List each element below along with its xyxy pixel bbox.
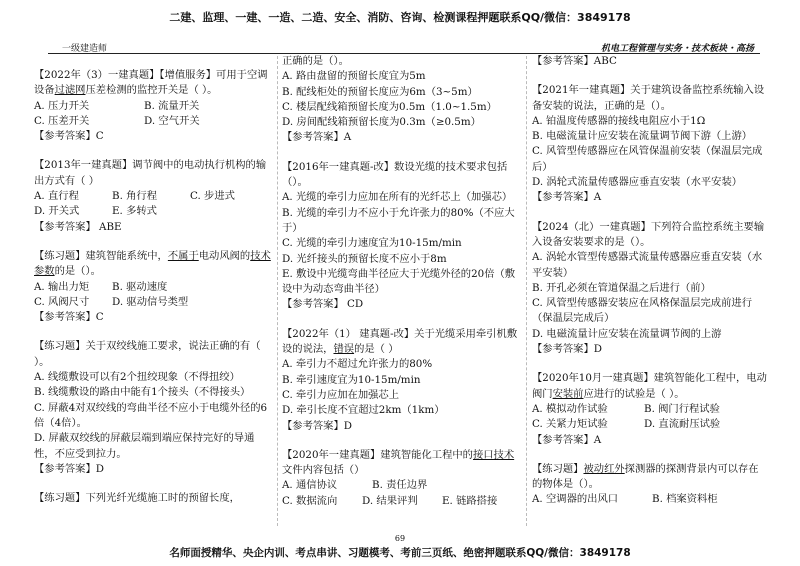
option: A. 路由盘留的预留长度宜为5m: [282, 70, 426, 83]
option: D. 光纤接头的预留长度不应小于8m: [282, 252, 447, 265]
option-row: A. 直行程 B. 角行程 C. 步进式: [34, 190, 235, 203]
option-row: D. 开关式 E. 多转式: [34, 205, 157, 218]
option: A. 光缆的牵引力应加在所有的光纤芯上（加强芯）: [282, 191, 513, 204]
option: D. 房间配线箱预留长度为0.3m（≥0.5m）: [282, 116, 481, 129]
option: A. 铂温度传感器的接线电阻应小于1Ω: [532, 114, 706, 127]
option-row: A. 输出力矩 B. 驱动速度: [34, 280, 168, 293]
option: C. 楼层配线箱预留长度为0.5m（1.0~1.5m）: [282, 100, 497, 113]
question: 【练习题】被动红外探测器的探测背景内可以存在的物体是（）。: [532, 462, 759, 491]
option: D. 牵引长度不宜超过2km（1km）: [282, 404, 445, 417]
option: C. 屏蔽4对双绞线的弯曲半径不应小于电缆外径的6倍（4倍）。: [34, 401, 268, 429]
option-row: C. 关紧力矩试验 D. 直流耐压试验: [532, 418, 721, 431]
option: B. 牵引速度宜为10-15m/min: [282, 373, 421, 386]
question-tail: 正确的是（）。: [282, 55, 349, 67]
page-header: [48, 41, 760, 54]
option-row: A. 模拟动作试验 B. 阀门行程试验: [532, 402, 720, 415]
option: A. 牵引力不超过允许张力的80%: [282, 358, 433, 371]
option-row: C. 风阀尺寸 D. 驱动信号类型: [34, 295, 189, 308]
option: B. 开孔必须在管道保温之后进行（前）: [532, 281, 711, 294]
option: C. 牵引力应加在加强芯上: [282, 388, 400, 401]
option-row: A. 空调器的出风口 B. 档案资料柜: [532, 493, 718, 506]
question: 【2020年一建真题】建筑智能化工程中的接口技术文件内容包括（）: [282, 448, 515, 477]
column-divider: [526, 56, 527, 526]
answer: 【参考答案】 ABE: [34, 220, 122, 233]
answer: 【参考答案】A: [532, 433, 602, 446]
answer: 【参考答案】A: [282, 131, 352, 144]
column-1: [34, 54, 274, 506]
option: B. 光缆的牵引力不应小于允许张力的80%（不应大于）: [282, 206, 515, 234]
option: C. 风管型传感器安装应在风格保温层完成前进行（保温层完成后）: [532, 297, 752, 325]
question: 【练习题】建筑智能系统中，不属于电动风阀的技术参数的是（）。: [34, 249, 271, 278]
option: C. 光缆的牵引力速度宜为10-15m/min: [282, 237, 462, 250]
question: 【2022年（1） 建真题-改】关于光缆采用牵引机敷设的说法，错误的是（ ）: [282, 327, 518, 356]
option-row: C. 压差开关 D. 空气开关: [34, 114, 200, 127]
column-divider: [277, 56, 278, 526]
option: B. 电磁流量计应安装在流量调节阀下游（上游）: [532, 130, 753, 143]
option: A. 涡轮水管型传感器式流量传感器应垂直安装（水平安装）: [532, 251, 763, 279]
option-row: A. 通信协议 B. 责任边界: [282, 479, 428, 492]
page-number: 69: [394, 534, 406, 543]
answer: 【参考答案】D: [532, 343, 603, 356]
question: 【2020年10月一建真题】建筑智能化工程中，电动阀门安装前应进行的试验是（ ）。: [532, 372, 767, 400]
answer: 【参考答案】C: [34, 311, 104, 324]
option: C. 风管型传感器应在风管保温前安装（保温层完成后）: [532, 145, 763, 173]
header-right: 机电工程管理与实务・技术板块・高扬: [600, 44, 754, 54]
option-row: C. 数据流向 D. 结果评判 E. 链路搭接: [282, 494, 498, 507]
option: D. 电磁流量计应安装在流量调节阀的上游: [532, 327, 722, 340]
question: 【练习题】关于双绞线施工要求，说法正确的有（ ）。: [34, 340, 261, 368]
answer: 【参考答案】A: [532, 191, 602, 204]
option: E. 敷设中光缆弯曲半径应大于光缆外径的20倍（敷设中为动态弯曲半径）: [282, 267, 516, 296]
question: 【2024（北）一建真题】下列符合监控系统主要输入设备安装要求的是（）。: [532, 220, 765, 248]
header-left: 一级建造师: [62, 44, 108, 54]
option-row: A. 压力开关 B. 流量开关: [34, 99, 200, 112]
answer: 【参考答案】 CD: [282, 298, 364, 311]
question: 【2022年（3）一建真题】【增值服务】可用于空调设备过滤网压差检测的监控开关是（ ）。: [34, 69, 268, 97]
question: 【2013年一建真题】调节阀中的电动执行机构的输出方式有（ ）: [34, 159, 267, 187]
question: 【2021年一建真题】关于建筑设备监控系统输入设备安装的说法，正确的是（）。: [532, 84, 765, 112]
answer: 【参考答案】C: [34, 130, 104, 143]
bottom-banner: 名师面授精华、央企内训、考点串讲、习题模考、考前三页纸、绝密押题联系QQ/微信：3849178: [169, 547, 631, 559]
answer: 【参考答案】D: [282, 419, 353, 432]
option: B. 配线柜处的预留长度应为6m（3~5m）: [282, 85, 478, 98]
option: A. 线缆敷设可以有2个扭绞现象（不得扭绞）: [34, 371, 240, 384]
top-banner: 二建、监理、一建、一造、二造、安全、消防、咨询、检测课程押题联系QQ/微信：3849178: [0, 0, 800, 38]
option: B. 线缆敷设的路由中能有1个接头（不得接头）: [34, 386, 251, 399]
option: D. 涡轮式流量传感器应垂直安装（水平安装）: [532, 176, 743, 189]
column-3: [532, 54, 768, 508]
option: D. 屏蔽双绞线的屏蔽层端到端应保持完好的导通性，不应受到拉力。: [34, 432, 255, 460]
column-2: [282, 54, 518, 509]
answer: 【参考答案】D: [34, 462, 105, 475]
answer: 【参考答案】ABC: [532, 55, 617, 67]
question: 【2016年一建真题-改】数设光缆的技术要求包括（）。: [282, 160, 508, 189]
question: 【练习题】下列光纤光缆施工时的预留长度，: [34, 492, 240, 505]
